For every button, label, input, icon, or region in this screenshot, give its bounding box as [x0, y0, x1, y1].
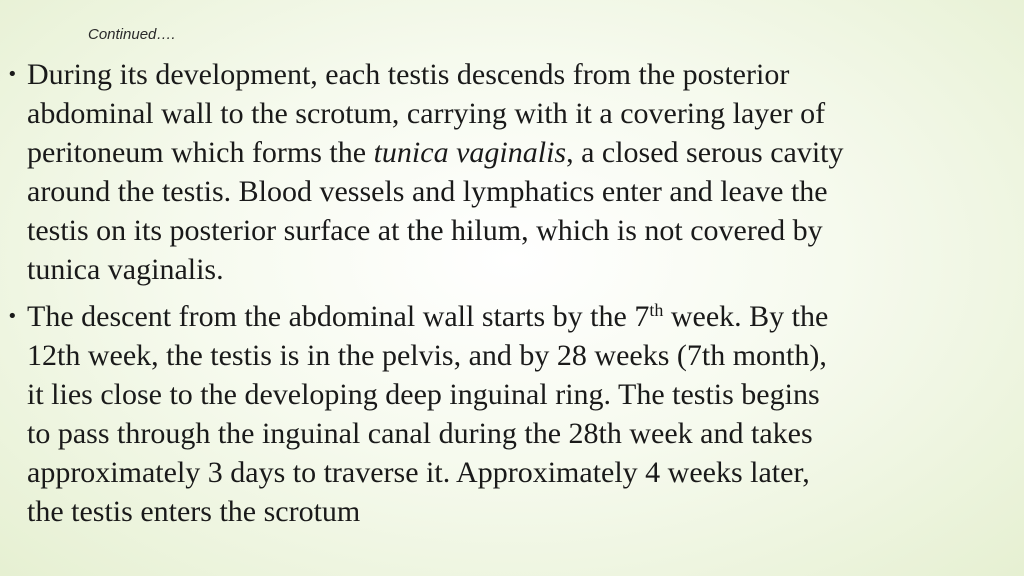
text-line: [27, 336, 1018, 375]
text-line: [27, 297, 1018, 336]
text-line: [27, 375, 1018, 414]
bullet-icon: •: [7, 64, 18, 85]
text-span: week. By the: [663, 300, 829, 333]
text-line: [27, 414, 1018, 453]
text-span: approximately 3 days to traverse it. Approximately 4 weeks later,: [27, 456, 810, 489]
text-line: [27, 55, 1018, 94]
text-span: During its development, each testis descends from the posterior: [27, 58, 790, 91]
text-span: abdominal wall to the scrotum, carrying with it a covering layer of: [27, 97, 826, 130]
text-span: The descent from the abdominal wall starts by the 7: [27, 300, 650, 333]
text-line: [27, 133, 1018, 172]
superscript: th: [649, 300, 664, 320]
text-span: tunica vaginalis.: [27, 253, 224, 286]
text-line: [27, 492, 1018, 531]
continued-label: Continued….: [88, 26, 176, 43]
italic-term: tunica vaginalis: [373, 136, 567, 169]
text-line: [27, 94, 1018, 133]
text-line: [27, 453, 1018, 492]
bullet-item-descent: [0, 297, 1024, 531]
text-span: , a closed serous cavity: [566, 136, 844, 169]
text-span: peritoneum which forms the: [27, 136, 374, 169]
text-line: [27, 172, 1018, 211]
text-span: the testis enters the scrotum: [27, 495, 361, 528]
text-span: around the testis. Blood vessels and lymphatics enter and leave the: [27, 175, 828, 208]
text-span: testis on its posterior surface at the hilum, which is not covered by: [27, 214, 823, 247]
text-line: [27, 250, 1018, 289]
bullet-list: [0, 55, 1024, 539]
text-span: it lies close to the developing deep inguinal ring. The testis begins: [27, 378, 820, 411]
bullet-item-development: [0, 55, 1024, 289]
bullet-icon: •: [7, 306, 18, 327]
text-span: 12th week, the testis is in the pelvis, and by 28 weeks (7th month),: [27, 339, 827, 372]
text-span: to pass through the inguinal canal during the 28th week and takes: [27, 417, 813, 450]
text-line: [27, 211, 1018, 250]
